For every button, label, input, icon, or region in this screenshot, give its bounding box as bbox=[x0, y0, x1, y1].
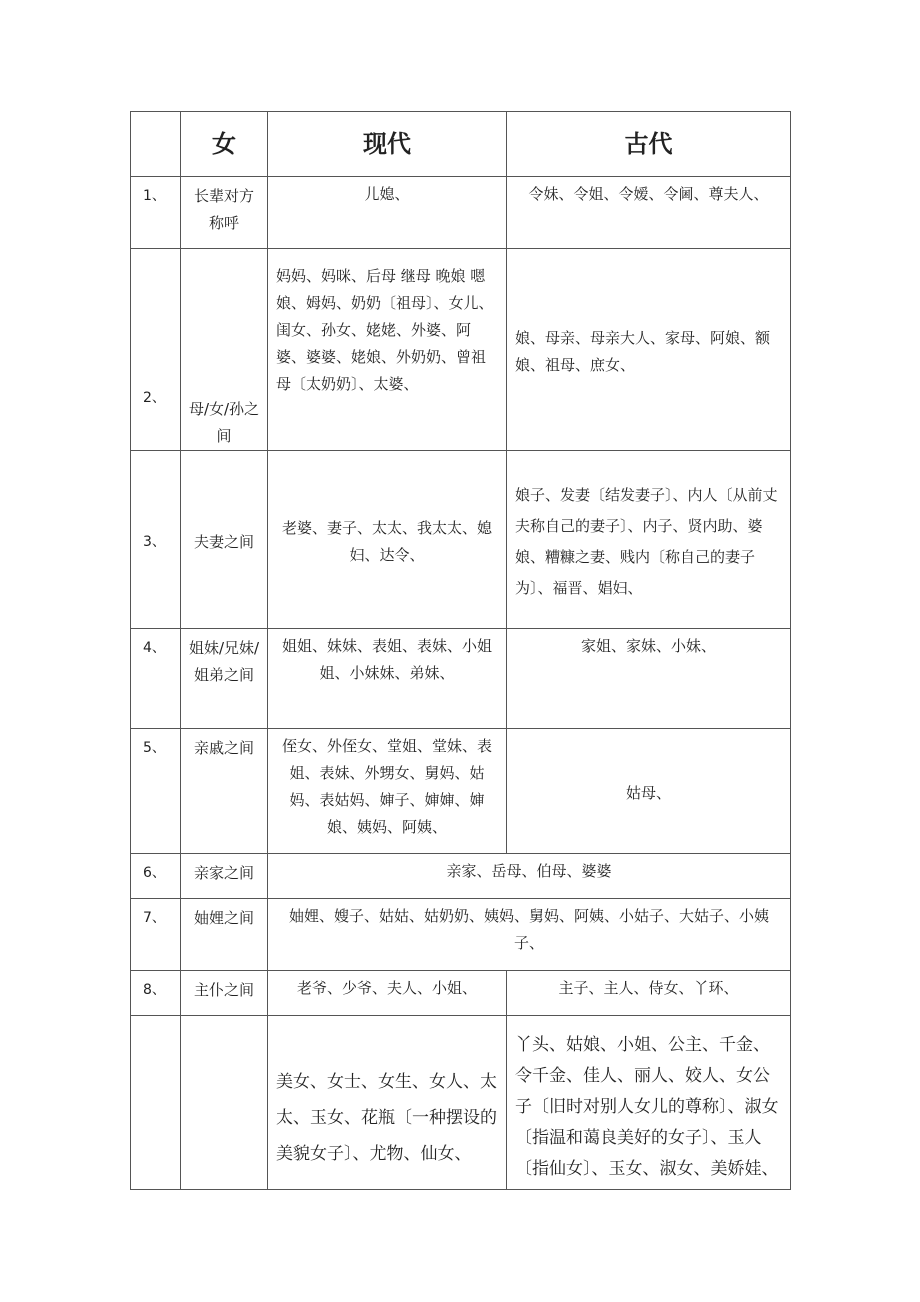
table-row bbox=[131, 177, 791, 249]
row-ancient: 丫头、姑娘、小姐、公主、千金、令千金、佳人、丽人、姣人、女公子〔旧时对别人女儿的尊称〕、淑女〔指温和蔼良美好的女子〕、玉人〔指仙女〕、玉女、淑女、美娇娃、 bbox=[507, 1016, 791, 1190]
row-num: 2、 bbox=[131, 249, 181, 451]
header-num bbox=[131, 112, 181, 177]
row-num: 3、 bbox=[131, 451, 181, 629]
row-ancient: 娘、母亲、母亲大人、家母、阿娘、额娘、祖母、庶女、 bbox=[507, 249, 791, 451]
row-num: 7、 bbox=[131, 899, 181, 971]
row-ancient: 令妹、令姐、令嫒、令阃、尊夫人、 bbox=[507, 177, 791, 249]
row-modern: 美女、女士、女生、女人、太太、玉女、花瓶〔一种摆设的美貌女子〕、尤物、仙女、 bbox=[268, 1016, 507, 1190]
table-row bbox=[131, 971, 791, 1016]
row-modern: 老婆、妻子、太太、我太太、媳妇、达令、 bbox=[268, 451, 507, 629]
row-category: 妯娌之间 bbox=[181, 899, 268, 971]
row-category: 夫妻之间 bbox=[181, 451, 268, 629]
row-modern: 老爷、少爷、夫人、小姐、 bbox=[268, 971, 507, 1016]
row-num: 8、 bbox=[131, 971, 181, 1016]
row-category: 亲戚之间 bbox=[181, 729, 268, 854]
header-category: 女 bbox=[181, 112, 268, 177]
table-row bbox=[131, 1016, 791, 1190]
row-category: 亲家之间 bbox=[181, 854, 268, 899]
row-ancient: 娘子、发妻〔结发妻子〕、内人〔从前丈夫称自己的妻子〕、内子、贤内助、婆娘、糟糠之妻、贱内〔称自己的妻子为〕、福晋、娼妇、 bbox=[507, 451, 791, 629]
row-modern: 姐姐、妹妹、表姐、表妹、小姐姐、小妹妹、弟妹、 bbox=[268, 629, 507, 729]
table-row bbox=[131, 249, 791, 451]
table-row bbox=[131, 854, 791, 899]
row-num: 6、 bbox=[131, 854, 181, 899]
row-modern: 侄女、外侄女、堂姐、堂妹、表姐、表妹、外甥女、舅妈、姑妈、表姑妈、婶子、婶婶、婶娘、姨妈、阿姨、 bbox=[268, 729, 507, 854]
table-row bbox=[131, 729, 791, 854]
header-modern: 现代 bbox=[268, 112, 507, 177]
table-row bbox=[131, 629, 791, 729]
row-category: 姐妹/兄妹/姐弟之间 bbox=[181, 629, 268, 729]
row-num: 5、 bbox=[131, 729, 181, 854]
row-category: 长辈对方称呼 bbox=[181, 177, 268, 249]
row-merged: 妯娌、嫂子、姑姑、姑奶奶、姨妈、舅妈、阿姨、小姑子、大姑子、小姨子、 bbox=[268, 899, 791, 971]
row-num bbox=[131, 1016, 181, 1190]
table-row bbox=[131, 899, 791, 971]
table-row bbox=[131, 451, 791, 629]
forms-of-address-table bbox=[130, 111, 791, 1190]
row-merged: 亲家、岳母、伯母、婆婆 bbox=[268, 854, 791, 899]
row-num: 1、 bbox=[131, 177, 181, 249]
row-ancient: 姑母、 bbox=[507, 729, 791, 854]
row-category: 主仆之间 bbox=[181, 971, 268, 1016]
row-ancient: 家姐、家妹、小妹、 bbox=[507, 629, 791, 729]
header-row bbox=[131, 112, 791, 177]
row-ancient: 主子、主人、侍女、丫环、 bbox=[507, 971, 791, 1016]
row-category: 母/女/孙之间 bbox=[181, 249, 268, 451]
row-category bbox=[181, 1016, 268, 1190]
row-modern: 妈妈、妈咪、后母 继母 晚娘 嗯娘、姆妈、奶奶〔祖母〕、女儿、闺女、孙女、姥姥、外婆、阿婆、婆婆、姥娘、外奶奶、曾祖母〔太奶奶〕、太婆、 bbox=[268, 249, 507, 451]
row-num: 4、 bbox=[131, 629, 181, 729]
row-modern: 儿媳、 bbox=[268, 177, 507, 249]
header-ancient: 古代 bbox=[507, 112, 791, 177]
